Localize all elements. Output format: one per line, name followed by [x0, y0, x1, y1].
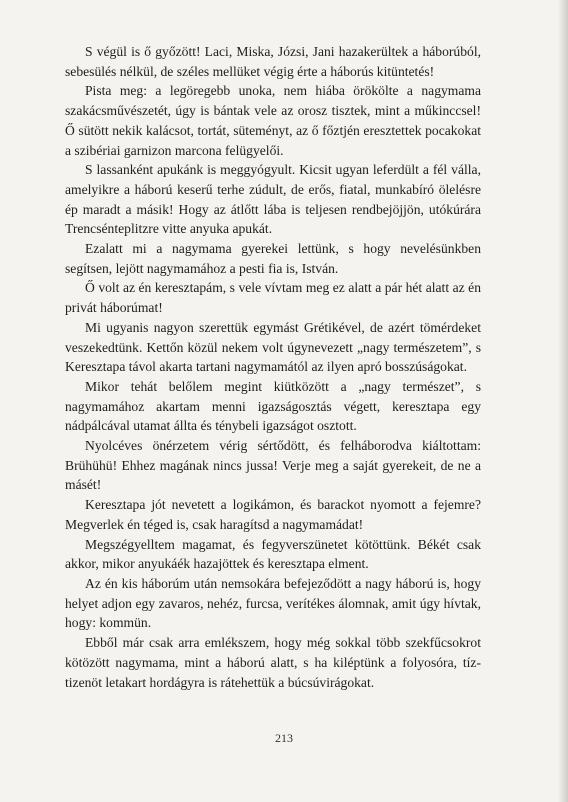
paragraph: S lassanként apukánk is meggyógyult. Kicsit ugyan leferdült a fél válla, amelyikre a háború keserű terhe zúdult, de erős, fiatal, munkabíró ölelésre ép maradt a másik! Hogy az átlőtt lába is teljesen rendbejöjjön, utókúrára Trencsénteplitzre vitte anyuka apukát. — [65, 162, 481, 237]
paragraph: Mikor tehát belőlem megint kiütközött a „nagy természet”, s nagymamához akartam menni igazságosztás végett, keresztapa egy nádpálcával utamat állta és ténybeli igazságot osztott. — [65, 378, 481, 434]
paragraph: Mi ugyanis nagyon szerettük egymást Grétikével, de azért tömérdeket veszekedtünk. Kettőn közül nekem volt úgynevezett „nagy természetem”, s Keresztapa távol akarta tartani nagymamától az ilyen apró bosszúságokat. — [65, 319, 481, 375]
paragraph: Pista meg: a legöregebb unoka, nem hiába örökölte a nagymama szakácsművészetét, úgy is bántak vele az orosz tisztek, mint a műkinccsel! Ő sütött nekik kalácsot, tortát, süteményt, az ő főztjén eresztettek pocakokat a szibériai garnizon marcona felügyelői. — [65, 83, 481, 158]
paragraph: Ebből már csak arra emlékszem, hogy még sokkal több szekfűcsokrot kötözött nagymama, mint a háború alatt, s ha kiléptünk a folyosóra, tíz-tizenöt letakart hordágyra is rátehettük a búcsúvirágokat. — [65, 635, 481, 690]
paragraph: Ezalatt mi a nagymama gyerekei lettünk, s hogy nevelésünkben segítsen, lejött nagymamához a pesti fia is, István. — [65, 241, 481, 276]
body-text — [65, 42, 481, 692]
paragraph: S végül is ő győzött! Laci, Miska, Józsi, Jani hazakerültek a háborúból, sebesülés nélkül, de széles mellüket végig érte a háborús kitüntetés! — [65, 44, 481, 79]
paragraph: Az én kis háborúm után nemsokára befejeződött a nagy háború is, hogy helyet adjon egy zavaros, nehéz, furcsa, verítékes álomnak, amit úgy hívtak, hogy: kommün. — [65, 575, 481, 631]
paragraph: Keresztapa jót nevetett a logikámon, és barackot nyomott a fejemre? Megverlek én téged is, csak haragítsd a nagymamádat! — [65, 497, 481, 532]
paragraph: Nyolcéves önérzetem vérig sértődött, és felháborodva kiáltottam: Brühühü! Ehhez magának nincs jussa! Verje meg a saját gyerekeit, de ne a másét! — [65, 438, 481, 493]
paragraph: Ő volt az én keresztapám, s vele vívtam meg ez alatt a pár hét alatt az én privát háborúmat! — [65, 280, 481, 316]
page-number: 213 — [275, 731, 293, 745]
paragraph: Megszégyelltem magamat, és fegyverszünetet kötöttünk. Békét csak akkor, mikor anyukáék hazajöttek és keresztapa elment. — [65, 536, 481, 572]
